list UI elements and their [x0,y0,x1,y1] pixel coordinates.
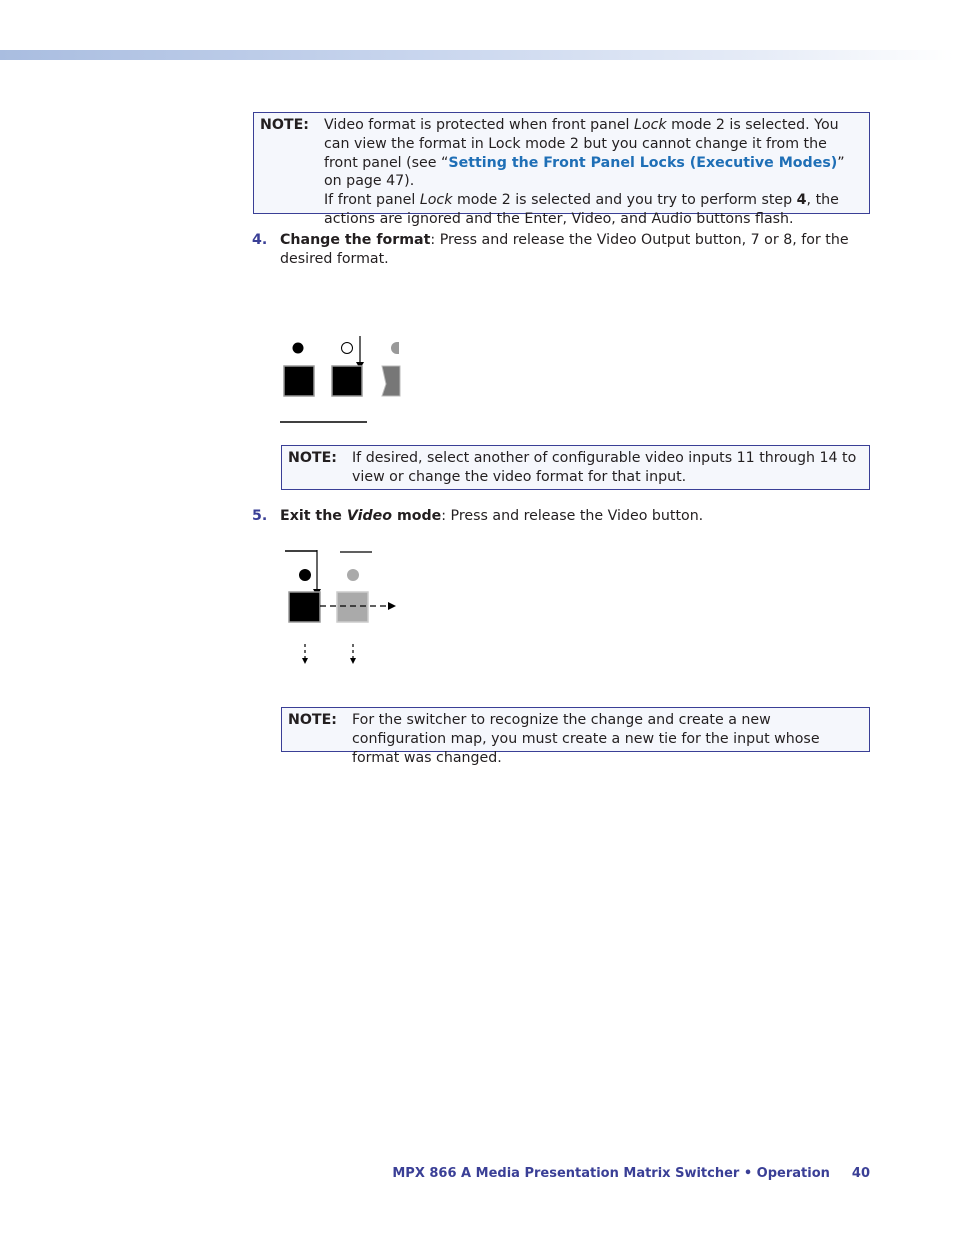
note-label: NOTE: [288,450,337,466]
video-button-exit-diagram [280,545,410,670]
partial-button-icon [382,366,400,396]
step-number: 4. [252,232,268,248]
audio-button [337,592,368,622]
note-box-video-format-lock [253,112,870,227]
led-partial-icon [391,342,399,354]
step-number: 5. [252,508,268,524]
led-lit-icon [293,343,304,354]
output-7-button [284,366,314,396]
header-gradient-bar [0,50,954,60]
video-button [289,592,320,622]
page-number: 40 [851,1166,870,1181]
output-8-button [332,366,362,396]
led-lit-icon [299,569,311,581]
led-dim-icon [347,569,359,581]
note-body: Video format is protected when front panel Lock mode 2 is selected. You can view the format in Lock mode 2 but you cannot change it from the front panel (see “Setting the Front Panel Locks (Executive Modes)” on page 47). If front panel Lock mode 2 is selected and you try to perform step 4, the actions are ignored and the Enter, Video, and Audio buttons flash. [324,117,845,227]
video-output-buttons-diagram [278,330,408,430]
led-unlit-icon [342,343,353,354]
note-label: NOTE: [288,712,337,728]
note-body: If desired, select another of configurable video inputs 11 through 14 to view or change the video format for that input. [352,450,857,485]
step-text: Exit the Video mode: Press and release the Video button. [280,508,704,524]
front-panel-locks-link[interactable]: Setting the Front Panel Locks (Executive Modes) [448,154,838,171]
note-label: NOTE: [260,117,309,133]
down-arrow-icon [302,658,308,664]
step-text: Change the format: Press and release the Video Output button, 7 or 8, for the desired format. [280,232,849,267]
footer-title: MPX 866 A Media Presentation Matrix Switcher • Operation [392,1166,830,1181]
note-body: For the switcher to recognize the change and create a new configuration map, you must create a new tie for the input whose format was changed. [352,712,820,766]
down-arrow-icon [350,658,356,664]
note-box-configuration-map [281,707,870,766]
note-box-configurable-inputs [281,445,870,490]
signal-arrow-head [388,602,396,610]
page-footer [380,1166,870,1181]
